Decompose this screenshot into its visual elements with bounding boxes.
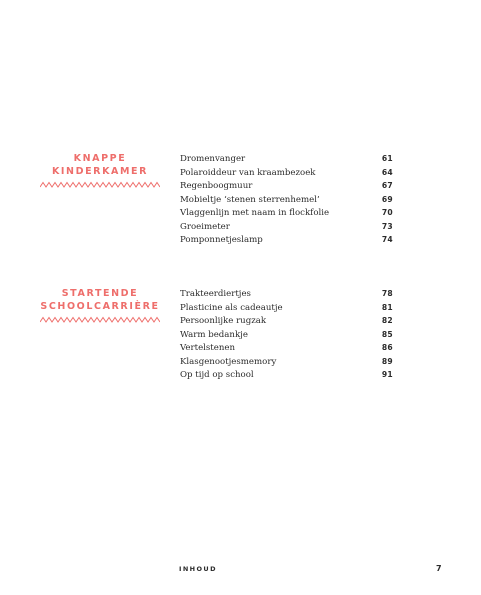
section-heading-line: STARTENDE xyxy=(61,288,139,299)
section-heading xyxy=(38,152,162,178)
entry-title: Vlaggenlijn met naam in flockfolie xyxy=(180,208,330,218)
entry-page-number: 61 xyxy=(381,154,393,163)
entry-page-number: 64 xyxy=(381,167,393,177)
entry-page-number: 78 xyxy=(381,289,393,298)
entry-page-number: 67 xyxy=(381,181,393,190)
entry-title: Dromenvanger xyxy=(180,154,246,164)
entry-page-number: 70 xyxy=(381,208,393,217)
toc-entry-list xyxy=(180,152,393,247)
footer-section-label: INHOUD xyxy=(179,565,217,573)
entry-title: Mobieltje ‘stenen sterrenhemel’ xyxy=(180,194,320,205)
entry-page-number: 89 xyxy=(381,356,393,366)
section-heading-line: KNAPPE xyxy=(73,153,127,164)
entry-page-number: 85 xyxy=(381,329,393,339)
entry-page-number: 69 xyxy=(381,194,393,204)
entry-page-number: 86 xyxy=(381,343,393,352)
entry-title: Persoonlijke rugzak xyxy=(180,316,267,326)
toc-entry[interactable] xyxy=(180,341,393,355)
entry-title: Warm bedankje xyxy=(180,329,248,340)
footer-page-number: 7 xyxy=(436,564,442,573)
toc-entry[interactable] xyxy=(180,152,393,166)
entry-page-number: 81 xyxy=(381,302,393,312)
toc-entry[interactable] xyxy=(180,368,393,382)
entry-title: Trakteerdiertjes xyxy=(180,289,251,299)
section-heading-line: SCHOOLCARRIÈRE xyxy=(40,301,160,312)
entry-title: Plasticine als cadeautje xyxy=(180,302,283,313)
entry-title: Klasgenootjesmemory xyxy=(180,356,277,367)
entry-title: Pomponnetjeslamp xyxy=(180,235,263,245)
entry-page-number: 74 xyxy=(381,235,393,244)
entry-page-number: 82 xyxy=(381,316,393,325)
entry-title: Groeimeter xyxy=(180,221,230,232)
section-heading xyxy=(38,287,162,313)
toc-entry[interactable] xyxy=(180,328,393,342)
entry-title: Regenboogmuur xyxy=(180,181,253,191)
entry-title: Op tijd op school xyxy=(180,370,254,380)
zigzag-divider xyxy=(40,181,160,189)
toc-entry[interactable] xyxy=(180,301,393,315)
zigzag-divider xyxy=(40,316,160,324)
toc-entry[interactable] xyxy=(180,355,393,369)
toc-entry[interactable] xyxy=(180,193,393,207)
toc-entry[interactable] xyxy=(180,314,393,328)
entry-page-number: 91 xyxy=(381,370,393,379)
toc-entry[interactable] xyxy=(180,220,393,234)
entry-title: Vertelstenen xyxy=(180,343,236,353)
toc-entry[interactable] xyxy=(180,166,393,180)
toc-entry[interactable] xyxy=(180,206,393,220)
toc-entry[interactable] xyxy=(180,287,393,301)
section-heading-line: KINDERKAMER xyxy=(51,166,149,177)
entry-page-number: 73 xyxy=(381,221,393,231)
toc-entry[interactable] xyxy=(180,179,393,193)
toc-entry[interactable] xyxy=(180,233,393,247)
entry-title: Polaroiddeur van kraambezoek xyxy=(180,167,316,178)
toc-entry-list xyxy=(180,287,393,382)
